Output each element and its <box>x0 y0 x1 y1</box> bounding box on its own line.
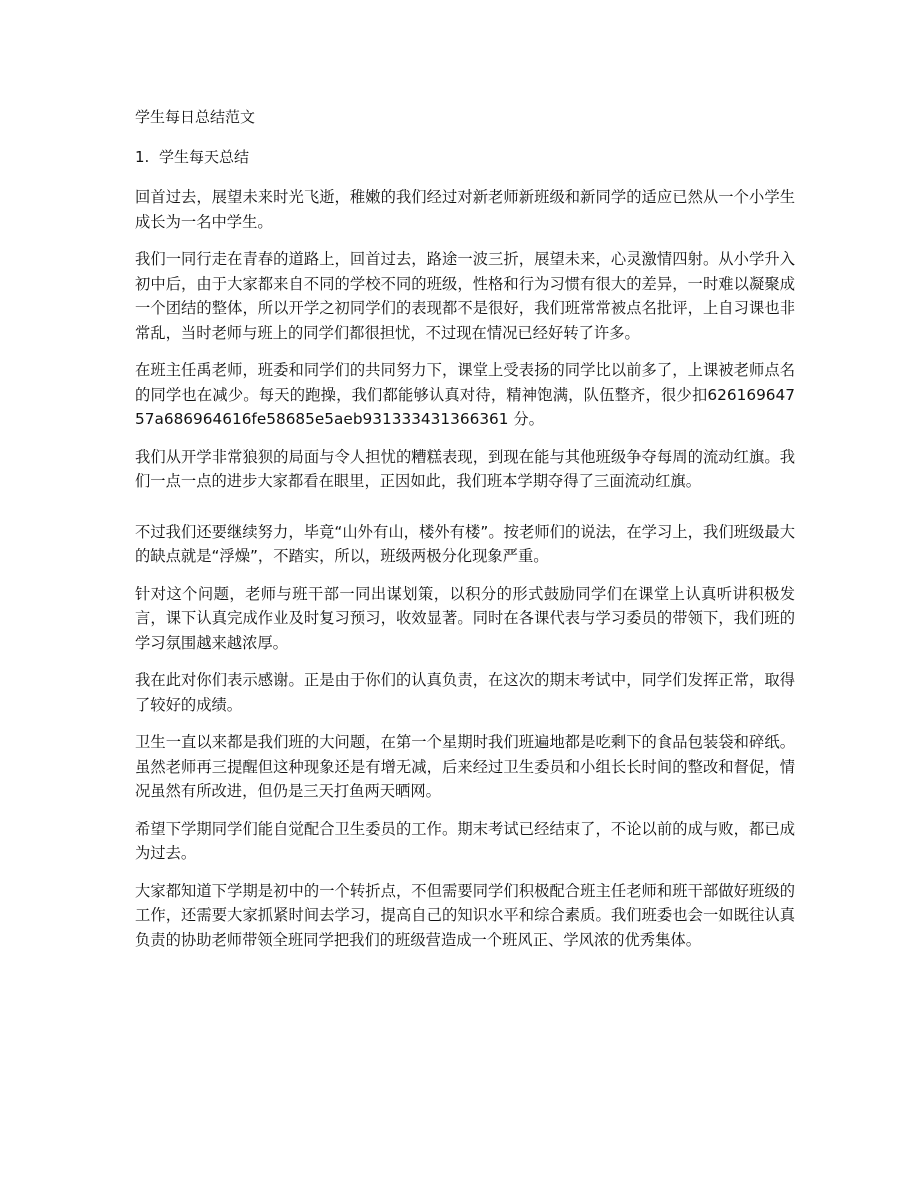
paragraph: 回首过去，展望未来时光飞逝，稚嫩的我们经过对新老师新班级和新同学的适应已然从一个小学生成长为一名中学生。 <box>135 188 795 231</box>
paragraph: 不过我们还要继续努力，毕竟“山外有山，楼外有楼”。按老师们的说法，在学习上，我们班级最大的缺点就是“浮燥”，不踏实，所以，班级两极分化现象严重。 <box>135 522 795 565</box>
paragraph: 大家都知道下学期是初中的一个转折点，不但需要同学们积极配合班主任老师和班干部做好班级的工作，还需要大家抓紧时间去学习，提高自己的知识水平和综合素质。我们班委也会一如既往认真负责的协助老师带领全班同学把我们的班级营造成一个班风正、学风浓的优秀集体。 <box>135 881 795 949</box>
paragraph: 我们从开学非常狼狈的局面与令人担忧的糟糕表现，到现在能与其他班级争夺每周的流动红旗。我们一点一点的进步大家都看在眼里，正因如此，我们班本学期夺得了三面流动红旗。 <box>135 447 795 490</box>
paragraph: 在班主任禹老师，班委和同学们的共同努力下，课堂上受表扬的同学比以前多了，上课被老师点名的同学也在减少。每天的跑操，我们都能够认真对待，精神饱满，队伍整齐，很少扣62616964757a686964616fe58685e5aeb931333431366361 分。 <box>135 361 795 428</box>
section-heading-text: 学生每天总结 <box>159 148 250 166</box>
paragraph: 我们一同行走在青春的道路上，回首过去，路途一波三折，展望未来，心灵激情四射。从小学升入初中后，由于大家都来自不同的学校不同的班级，性格和行为习惯有很大的差异，一时难以凝聚成一个团结的整体，所以开学之初同学们的表现都不是很好，我们班常常被点名批评，上自习课也非常乱，当时老师与班上的同学们都很担忧，不过现在情况已经好转了许多。 <box>135 250 795 342</box>
document-title: 学生每日总结范文 <box>135 108 256 126</box>
paragraph: 卫生一直以来都是我们班的大问题，在第一个星期时我们班遍地都是吃剩下的食品包装袋和碎纸。虽然老师再三提醒但这种现象还是有增无减，后来经过卫生委员和小组长长时间的整改和督促，情况虽然有所改进，但仍是三天打鱼两天晒网。 <box>135 733 795 800</box>
section-heading <box>135 146 795 168</box>
paragraph: 希望下学期同学们能自觉配合卫生委员的工作。期末考试已经结束了，不论以前的成与败，都已成为过去。 <box>135 819 795 862</box>
paragraph: 针对这个问题，老师与班干部一同出谋划策，以积分的形式鼓励同学们在课堂上认真听讲积极发言，课下认真完成作业及时复习预习，收效显著。同时在各课代表与学习委员的带领下，我们班的学习氛围越来越浓厚。 <box>135 584 795 652</box>
section-number: 1. <box>135 148 150 166</box>
document-page <box>135 106 795 965</box>
paragraph: 我在此对你们表示感谢。正是由于你们的认真负责，在这次的期末考试中，同学们发挥正常，取得了较好的成绩。 <box>135 671 795 714</box>
